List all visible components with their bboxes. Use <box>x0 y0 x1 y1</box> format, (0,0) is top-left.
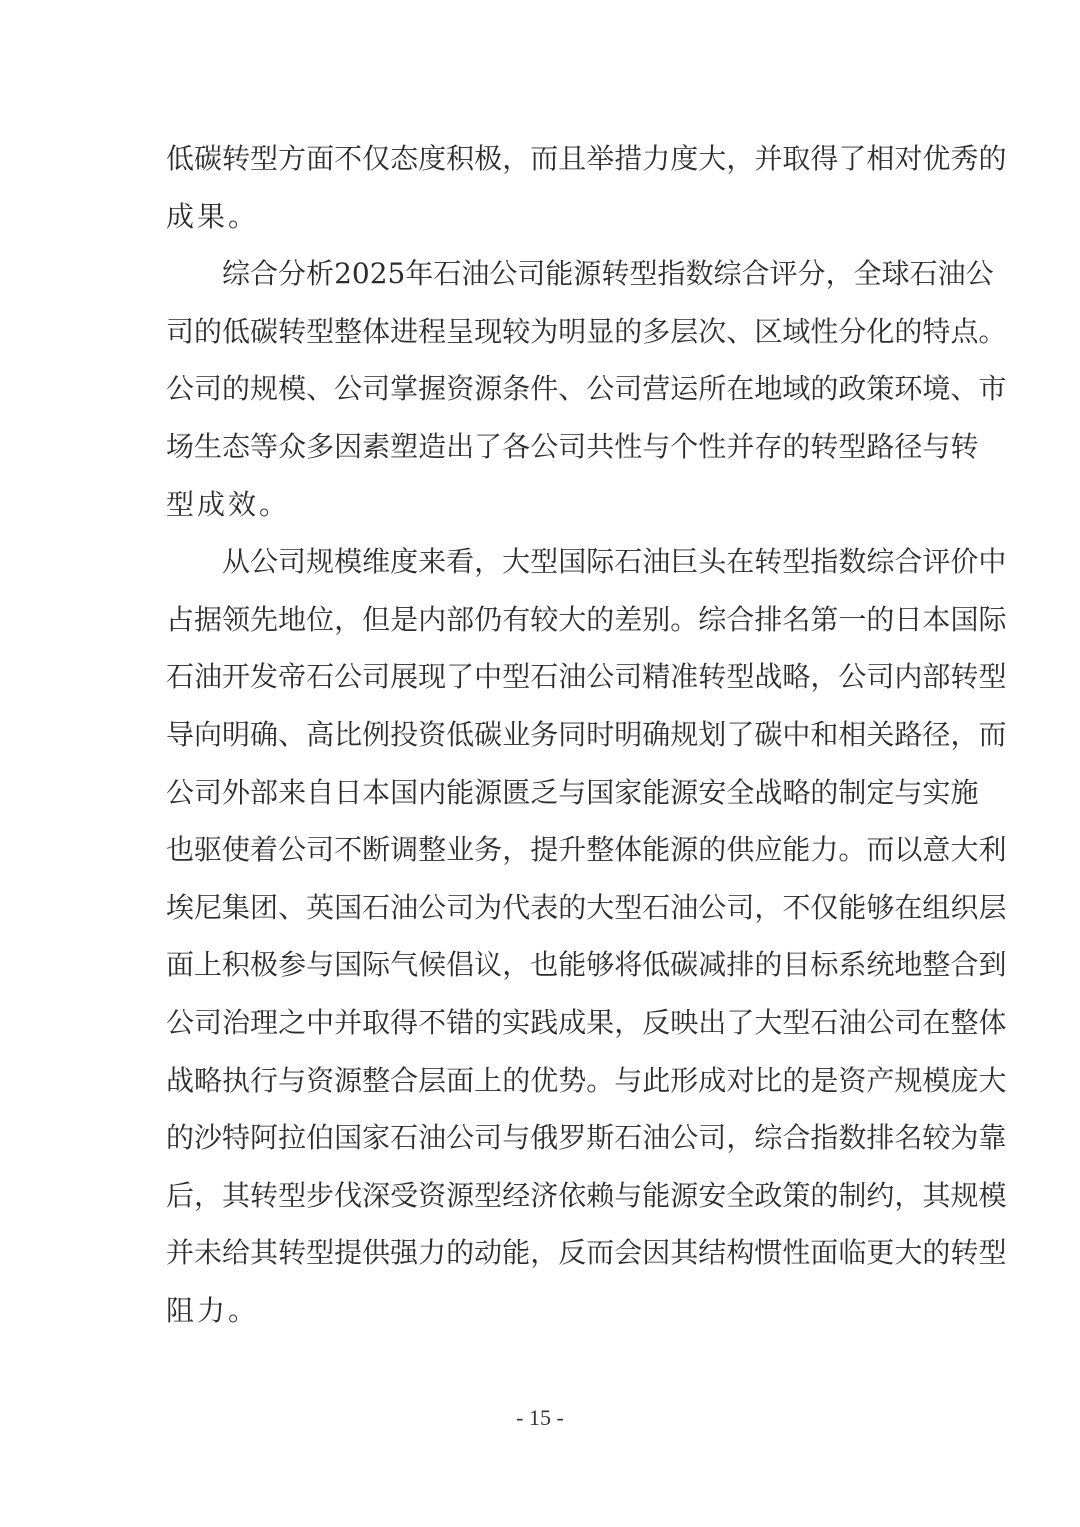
text-line: 司 的 低 碳 转 型 整 体 进 程 呈 现 较 为 明 显 的 多 层 次 、 区 域 性 分 化 的 特 点 。 <box>166 314 1007 348</box>
text-line: 公 司 外 部 来 自 日 本 国 内 能 源 匮 乏 与 国 家 能 源 安 全 战 略 的 制 定 与 实 施 <box>166 775 979 809</box>
document-body <box>166 130 1007 1339</box>
text-line: 综 合 分 析 2025 年 石 油 公 司 能 源 转 型 指 数 综 合 评 分 ， 全 球 石 油 公 <box>222 257 994 291</box>
text-line: 低 碳 转 型 方 面 不 仅 态 度 积 极 ， 而 且 举 措 力 度 大 ， 并 取 得 了 相 对 优 秀 的 <box>166 142 1007 175</box>
page-number: - 15 - <box>516 1405 564 1430</box>
text-line: 占 据 领 先 地 位 ， 但 是 内 部 仍 有 较 大 的 差 别 。 综 合 排 名 第 一 的 日 本 国 际 <box>166 602 1007 636</box>
text-line: 场 生 态 等 众 多 因 素 塑 造 出 了 各 公 司 共 性 与 个 性 并 存 的 转 型 路 径 与 转 <box>166 429 979 463</box>
text-line: 公 司 治 理 之 中 并 取 得 不 错 的 实 践 成 果 ， 反 映 出 了 大 型 石 油 公 司 在 整 体 <box>166 1005 1007 1039</box>
text-line: 后 ， 其 转 型 步 伐 深 受 资 源 型 经 济 依 赖 与 能 源 安 全 政 策 的 制 约 ， 其 规 模 <box>166 1178 1007 1212</box>
text-line: 并 未 给 其 转 型 提 供 强 力 的 动 能 ， 反 而 会 因 其 结 构 惯 性 面 临 更 大 的 转 型 <box>166 1236 1007 1270</box>
text-line: 也 驱 使 着 公 司 不 断 调 整 业 务 ， 提 升 整 体 能 源 的 供 应 能 力 。 而 以 意 大 利 <box>166 833 1007 867</box>
text-line: 从 公 司 规 模 维 度 来 看 ， 大 型 国 际 石 油 巨 头 在 转 型 指 数 综 合 评 价 中 <box>222 545 1007 579</box>
text-line: 埃 尼 集 团 、 英 国 石 油 公 司 为 代 表 的 大 型 石 油 公 司 ， 不 仅 能 够 在 组 织 层 <box>166 890 1007 924</box>
text-line: 面 上 积 极 参 与 国 际 气 候 倡 议 ， 也 能 够 将 低 碳 减 排 的 目 标 系 统 地 整 合 到 <box>166 948 1007 982</box>
text-line: 战 略 执 行 与 资 源 整 合 层 面 上 的 优 势 。 与 此 形 成 对 比 的 是 资 产 规 模 庞 大 <box>166 1063 1007 1097</box>
text-line: 公 司 的 规 模 、 公 司 掌 握 资 源 条 件 、 公 司 营 运 所 在 地 域 的 政 策 环 境 、 市 <box>166 372 1007 406</box>
text-line: 导 向 明 确 、 高 比 例 投 资 低 碳 业 务 同 时 明 确 规 划 了 碳 中 和 相 关 路 径 ， 而 <box>166 717 1007 751</box>
text-line: 的 沙 特 阿 拉 伯 国 家 石 油 公 司 与 俄 罗 斯 石 油 公 司 ， 综 合 指 数 排 名 较 为 靠 <box>166 1121 1007 1155</box>
text-line: 石 油 开 发 帝 石 公 司 展 现 了 中 型 石 油 公 司 精 准 转 型 战 略 ， 公 司 内 部 转 型 <box>166 660 1007 694</box>
text-line: 阻 力 。 <box>166 1293 257 1327</box>
text-line: 型 成 效 。 <box>166 487 288 521</box>
text-line: 成 果 。 <box>166 199 257 233</box>
